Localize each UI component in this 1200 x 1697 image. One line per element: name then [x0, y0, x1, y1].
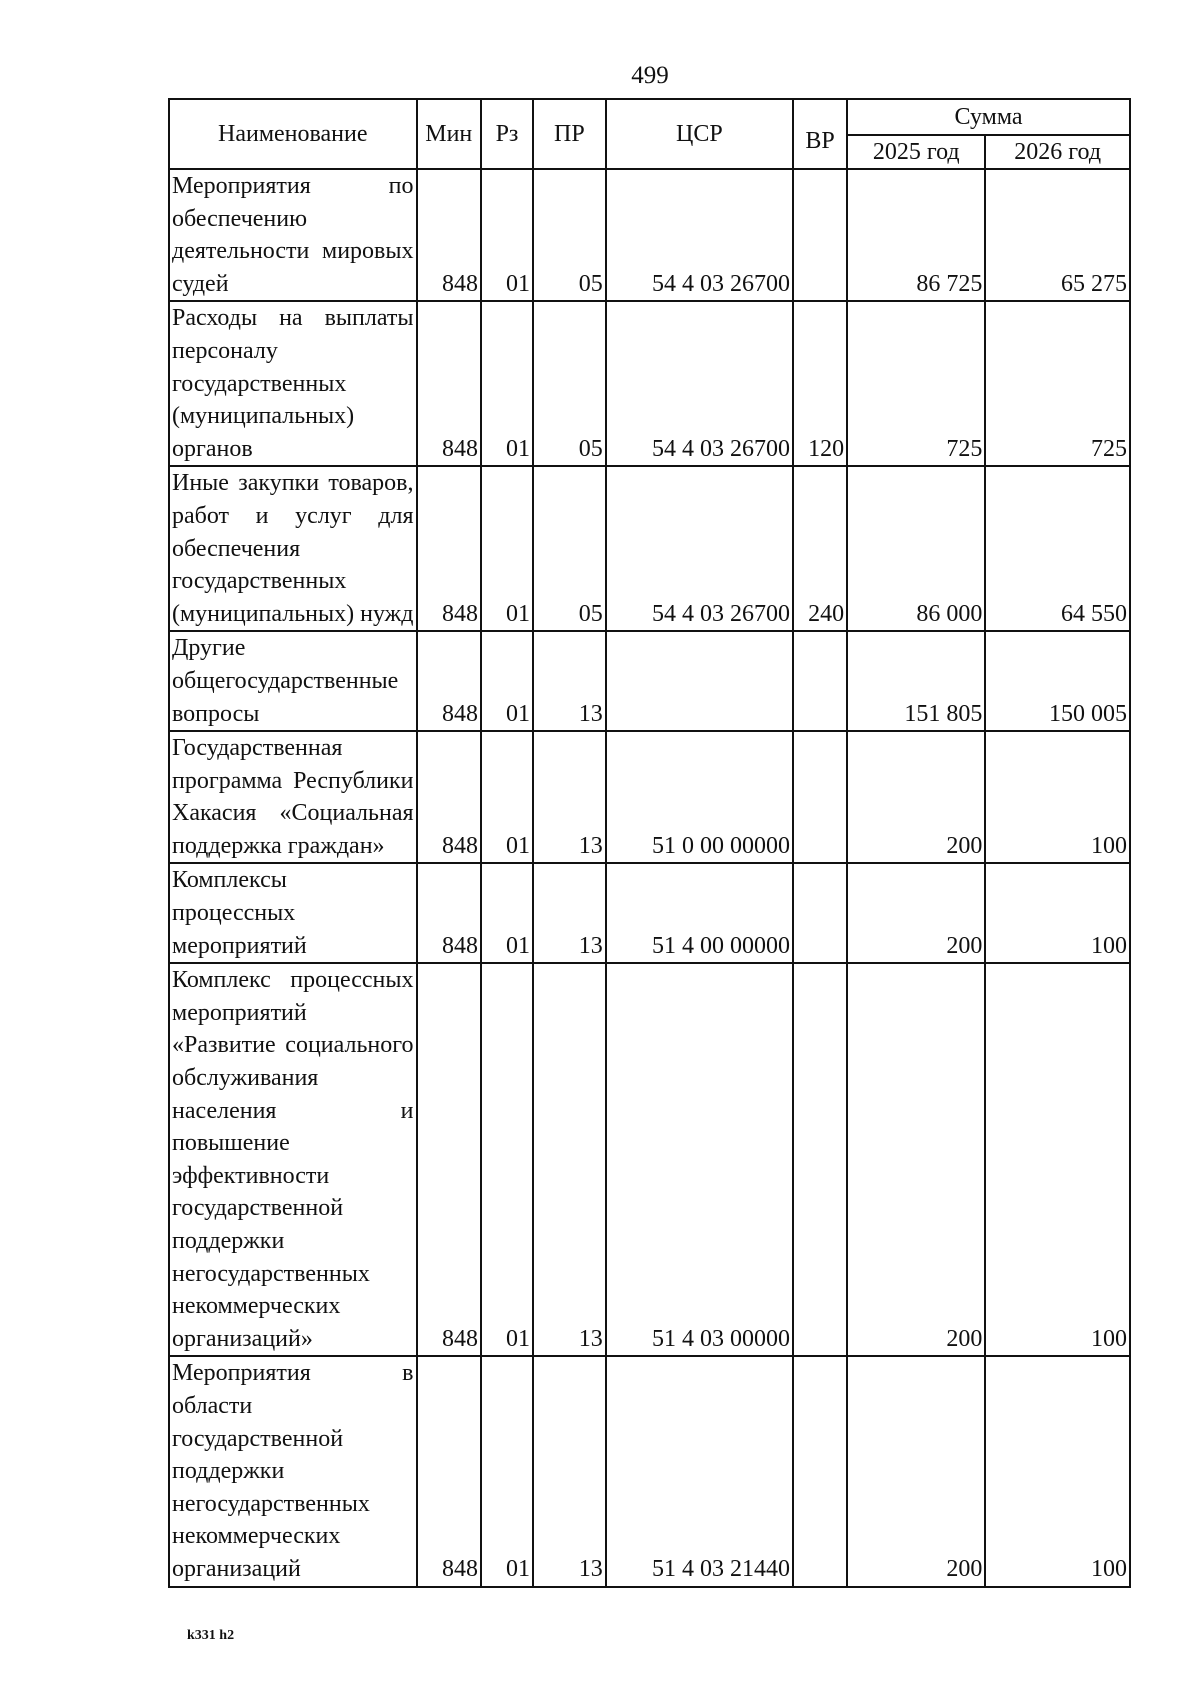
cell-csr — [606, 631, 793, 731]
table-row — [169, 169, 1130, 301]
table-row — [169, 1356, 1130, 1586]
cell-pr: 13 — [533, 1356, 606, 1586]
cell-min: 848 — [417, 863, 481, 963]
cell-min: 848 — [417, 301, 481, 466]
cell-pr: 05 — [533, 301, 606, 466]
cell-sum-2025: 86 000 — [847, 466, 985, 631]
table-row — [169, 631, 1130, 731]
cell-csr: 54 4 03 26700 — [606, 466, 793, 631]
cell-vr — [793, 631, 847, 731]
cell-sum-2026: 65 275 — [985, 169, 1130, 301]
cell-name: Иные закупки товаров, работ и услуг для обеспечения государственных (муниципальных) нужд — [169, 466, 417, 631]
cell-sum-2025: 200 — [847, 963, 985, 1356]
cell-sum-2026: 100 — [985, 863, 1130, 963]
table-row — [169, 466, 1130, 631]
cell-vr — [793, 963, 847, 1356]
cell-min: 848 — [417, 1356, 481, 1586]
header-name: Наименование — [169, 99, 417, 169]
cell-sum-2026: 100 — [985, 731, 1130, 863]
table-header — [169, 99, 1130, 169]
header-min: Мин — [417, 99, 481, 169]
cell-sum-2026: 64 550 — [985, 466, 1130, 631]
cell-name: Другие общегосударственные вопросы — [169, 631, 417, 731]
cell-pr: 05 — [533, 169, 606, 301]
header-vr: ВР — [793, 99, 847, 169]
cell-rz: 01 — [481, 301, 533, 466]
cell-rz: 01 — [481, 863, 533, 963]
footer-code: k331 h2 — [187, 1628, 235, 1643]
cell-sum-2026: 100 — [985, 1356, 1130, 1586]
cell-pr: 13 — [533, 963, 606, 1356]
header-year-2025: 2025 год — [847, 135, 985, 169]
cell-name: Государственная программа Республики Хакасия «Социальная поддержка граждан» — [169, 731, 417, 863]
cell-csr: 51 4 03 00000 — [606, 963, 793, 1356]
header-pr: ПР — [533, 99, 606, 169]
cell-rz: 01 — [481, 731, 533, 863]
cell-csr: 54 4 03 26700 — [606, 301, 793, 466]
cell-vr: 120 — [793, 301, 847, 466]
cell-sum-2025: 200 — [847, 863, 985, 963]
cell-pr: 13 — [533, 631, 606, 731]
table-row — [169, 301, 1130, 466]
budget-table — [168, 98, 1131, 1588]
cell-vr — [793, 169, 847, 301]
header-year-2026: 2026 год — [985, 135, 1130, 169]
cell-vr: 240 — [793, 466, 847, 631]
table-body — [169, 169, 1130, 1587]
cell-min: 848 — [417, 731, 481, 863]
cell-pr: 13 — [533, 863, 606, 963]
cell-sum-2025: 200 — [847, 731, 985, 863]
page-number: 499 — [631, 62, 669, 89]
cell-sum-2025: 86 725 — [847, 169, 985, 301]
cell-csr: 51 4 03 21440 — [606, 1356, 793, 1586]
table-row — [169, 863, 1130, 963]
cell-rz: 01 — [481, 466, 533, 631]
cell-sum-2025: 725 — [847, 301, 985, 466]
cell-pr: 05 — [533, 466, 606, 631]
header-csr: ЦСР — [606, 99, 793, 169]
cell-rz: 01 — [481, 169, 533, 301]
cell-sum-2026: 725 — [985, 301, 1130, 466]
cell-name: Комплексы процессных мероприятий — [169, 863, 417, 963]
cell-min: 848 — [417, 963, 481, 1356]
cell-csr: 51 0 00 00000 — [606, 731, 793, 863]
cell-vr — [793, 731, 847, 863]
cell-pr: 13 — [533, 731, 606, 863]
cell-rz: 01 — [481, 1356, 533, 1586]
header-rz: Рз — [481, 99, 533, 169]
cell-min: 848 — [417, 631, 481, 731]
cell-sum-2026: 100 — [985, 963, 1130, 1356]
table-row — [169, 731, 1130, 863]
cell-sum-2026: 150 005 — [985, 631, 1130, 731]
cell-name: Мероприятия в области государственной поддержки негосударственных некоммерческих организаций — [169, 1356, 417, 1586]
cell-vr — [793, 1356, 847, 1586]
cell-csr: 51 4 00 00000 — [606, 863, 793, 963]
cell-csr: 54 4 03 26700 — [606, 169, 793, 301]
cell-rz: 01 — [481, 963, 533, 1356]
cell-name: Комплекс процессных мероприятий «Развитие социального обслуживания населения и повышение эффективности государственной поддержки негосударственных некоммерческих организаций» — [169, 963, 417, 1356]
cell-rz: 01 — [481, 631, 533, 731]
cell-sum-2025: 151 805 — [847, 631, 985, 731]
cell-min: 848 — [417, 169, 481, 301]
cell-vr — [793, 863, 847, 963]
cell-sum-2025: 200 — [847, 1356, 985, 1586]
header-summa: Сумма — [847, 99, 1130, 135]
cell-min: 848 — [417, 466, 481, 631]
cell-name: Мероприятия по обеспечению деятельности мировых судей — [169, 169, 417, 301]
table-row — [169, 963, 1130, 1356]
cell-name: Расходы на выплаты персоналу государственных (муниципальных) органов — [169, 301, 417, 466]
